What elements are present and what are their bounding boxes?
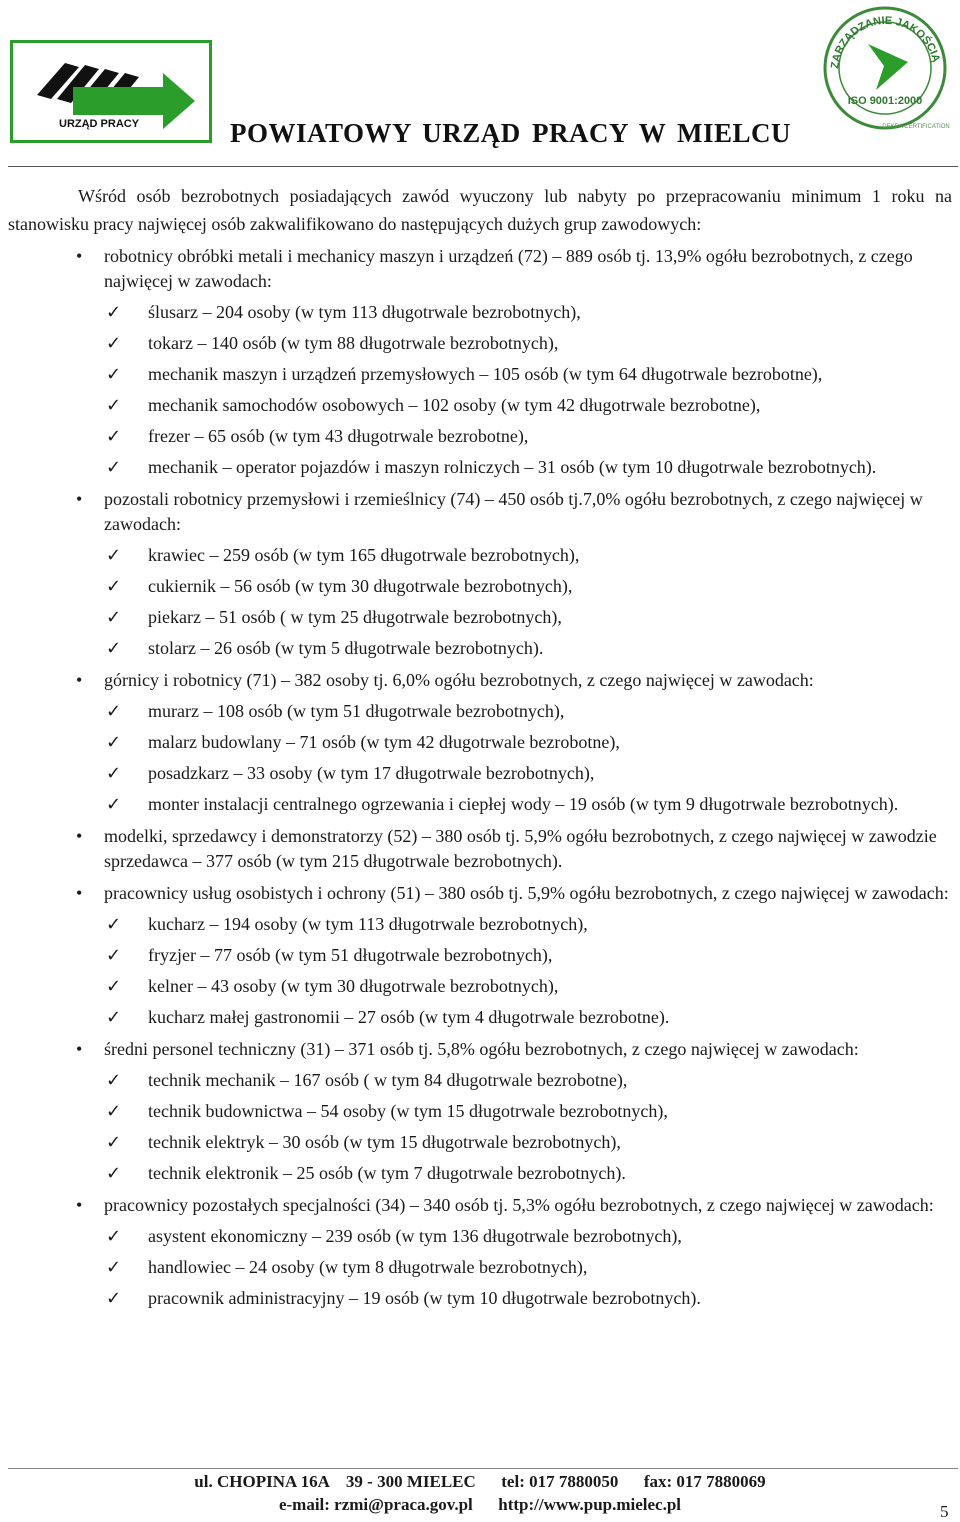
occupation-item-text: ślusarz – 204 osoby (w tym 113 długotrwale bezrobotnych), bbox=[148, 302, 581, 322]
occupation-item-text: monter instalacji centralnego ogrzewania i ciepłej wody – 19 osób (w tym 9 długotrwale bezrobotnych). bbox=[148, 794, 899, 814]
checkmark-icon: ✓ bbox=[106, 1101, 122, 1122]
occupation-item bbox=[104, 1099, 954, 1124]
checkmark-icon: ✓ bbox=[106, 1226, 122, 1247]
checkmark-icon: ✓ bbox=[106, 1007, 122, 1028]
occupation-group-text: pracownicy pozostałych specjalności (34) – 340 osób tj. 5,3% ogółu bezrobotnych, z czego najwięcej w zawodach: bbox=[104, 1195, 934, 1215]
occupation-group-list bbox=[0, 244, 960, 1311]
document-body bbox=[0, 182, 960, 1318]
checkmark-icon: ✓ bbox=[106, 976, 122, 997]
bullet-icon: • bbox=[76, 246, 83, 266]
occupation-item-text: technik mechanik – 167 osób ( w tym 84 długotrwale bezrobotne), bbox=[148, 1070, 628, 1090]
checkmark-icon: ✓ bbox=[106, 638, 122, 659]
occupation-item bbox=[104, 974, 954, 999]
occupation-item bbox=[104, 761, 954, 786]
checkmark-icon: ✓ bbox=[106, 945, 122, 966]
occupation-list bbox=[104, 543, 954, 661]
occupation-item bbox=[104, 543, 954, 568]
page-number: 5 bbox=[940, 1502, 949, 1521]
occupation-item-text: pracownik administracyjny – 19 osób (w tym 10 długotrwale bezrobotnych). bbox=[148, 1288, 701, 1308]
occupation-item-text: fryzjer – 77 osób (w tym 51 długotrwale bezrobotnych), bbox=[148, 945, 553, 965]
occupation-item bbox=[104, 699, 954, 724]
occupation-group-text: pracownicy usług osobistych i ochrony (51) – 380 osób tj. 5,9% ogółu bezrobotnych, z czego najwięcej w zawodach: bbox=[104, 883, 949, 903]
bullet-icon: • bbox=[76, 1039, 83, 1059]
occupation-item-text: stolarz – 26 osób (w tym 5 długotrwale bezrobotnych). bbox=[148, 638, 544, 658]
checkmark-icon: ✓ bbox=[106, 763, 122, 784]
occupation-group bbox=[0, 668, 960, 817]
occupation-item bbox=[104, 424, 954, 449]
checkmark-icon: ✓ bbox=[106, 576, 122, 597]
occupation-group bbox=[0, 824, 960, 874]
occupation-item-text: technik elektryk – 30 osób (w tym 15 długotrwale bezrobotnych), bbox=[148, 1132, 621, 1152]
checkmark-icon: ✓ bbox=[106, 1257, 122, 1278]
occupation-item bbox=[104, 362, 954, 387]
occupation-item-text: tokarz – 140 osób (w tym 88 długotrwale bezrobotnych), bbox=[148, 333, 559, 353]
bullet-icon: • bbox=[76, 826, 83, 846]
occupation-group bbox=[0, 1037, 960, 1186]
occupation-item bbox=[104, 1255, 954, 1280]
occupation-item-text: piekarz – 51 osób ( w tym 25 długotrwale bezrobotnych), bbox=[148, 607, 562, 627]
occupation-group-text: średni personel techniczny (31) – 371 osób tj. 5,8% ogółu bezrobotnych, z czego najwięcej w zawodach: bbox=[104, 1039, 859, 1059]
occupation-group-text: górnicy i robotnicy (71) – 382 osoby tj. 6,0% ogółu bezrobotnych, z czego najwięcej w zawodach: bbox=[104, 670, 814, 690]
occupation-item-text: murarz – 108 osób (w tym 51 długotrwale bezrobotnych), bbox=[148, 701, 565, 721]
occupation-item-text: technik elektronik – 25 osób (w tym 7 długotrwale bezrobotnych). bbox=[148, 1163, 626, 1183]
bullet-icon: • bbox=[76, 1195, 83, 1215]
occupation-item-text: krawiec – 259 osób (w tym 165 długotrwale bezrobotnych), bbox=[148, 545, 580, 565]
occupation-item-text: frezer – 65 osób (w tym 43 długotrwale bezrobotne), bbox=[148, 426, 529, 446]
checkmark-icon: ✓ bbox=[106, 1132, 122, 1153]
occupation-item bbox=[104, 1005, 954, 1030]
urzad-pracy-logo bbox=[10, 40, 212, 143]
occupation-item-text: mechanik samochodów osobowych – 102 osoby (w tym 42 długotrwale bezrobotne), bbox=[148, 395, 761, 415]
checkmark-icon: ✓ bbox=[106, 1163, 122, 1184]
occupation-group-text: robotnicy obróbki metali i mechanicy maszyn i urządzeń (72) – 889 osób tj. 13,9% ogółu bezrobotnych, z czego najwięcej w zawodach: bbox=[104, 246, 913, 291]
checkmark-icon: ✓ bbox=[106, 302, 122, 323]
logo-graphic bbox=[13, 43, 209, 140]
footer-address: ul. CHOPINA 16A 39 - 300 MIELEC tel: 017 7880050 fax: 017 7880069 bbox=[194, 1472, 766, 1491]
checkmark-icon: ✓ bbox=[106, 364, 122, 385]
header-divider bbox=[8, 166, 958, 167]
occupation-group bbox=[0, 881, 960, 1030]
occupation-item bbox=[104, 1224, 954, 1249]
occupation-list bbox=[104, 1224, 954, 1311]
occupation-item bbox=[104, 912, 954, 937]
footer-divider bbox=[8, 1468, 958, 1469]
checkmark-icon: ✓ bbox=[106, 426, 122, 447]
seal-top-text: ZARZĄDZANIE JAKOŚCIĄ bbox=[829, 14, 942, 70]
seal-bottom-text: DEKRA CERTIFICATION bbox=[882, 124, 950, 130]
occupation-item bbox=[104, 1161, 954, 1186]
checkmark-icon: ✓ bbox=[106, 701, 122, 722]
checkmark-icon: ✓ bbox=[106, 732, 122, 753]
footer-contact: e-mail: rzmi@praca.gov.pl http://www.pup.mielec.pl bbox=[278, 1495, 682, 1514]
seal-iso-text: ISO 9001:2000 bbox=[847, 95, 923, 107]
checkmark-icon: ✓ bbox=[106, 794, 122, 815]
occupation-group-text: modelki, sprzedawcy i demonstratorzy (52) – 380 osób tj. 5,9% ogółu bezrobotnych, z czego najwięcej w zawodzie sprzedawca – 377 osób (w tym 215 długotrwale bezrobotnych). bbox=[104, 826, 937, 871]
occupation-group-text: pozostali robotnicy przemysłowi i rzemieślnicy (74) – 450 osób tj.7,0% ogółu bezrobotnych, z czego najwięcej w zawodach: bbox=[104, 489, 923, 534]
occupation-list bbox=[104, 912, 954, 1030]
bullet-icon: • bbox=[76, 670, 83, 690]
occupation-item-text: posadzkarz – 33 osoby (w tym 17 długotrwale bezrobotnych), bbox=[148, 763, 595, 783]
occupation-item bbox=[104, 1286, 954, 1311]
checkmark-icon: ✓ bbox=[106, 1288, 122, 1309]
occupation-item-text: handlowiec – 24 osoby (w tym 8 długotrwale bezrobotnych), bbox=[148, 1257, 588, 1277]
occupation-item bbox=[104, 1068, 954, 1093]
bullet-icon: • bbox=[76, 489, 83, 509]
checkmark-icon: ✓ bbox=[106, 395, 122, 416]
occupation-item bbox=[104, 455, 954, 480]
occupation-item bbox=[104, 943, 954, 968]
occupation-item-text: technik budownictwa – 54 osoby (w tym 15 długotrwale bezrobotnych), bbox=[148, 1101, 668, 1121]
occupation-item bbox=[104, 574, 954, 599]
occupation-item-text: kucharz małej gastronomii – 27 osób (w tym 4 długotrwale bezrobotne). bbox=[148, 1007, 670, 1027]
occupation-item bbox=[104, 605, 954, 630]
occupation-list bbox=[104, 699, 954, 817]
checkmark-icon: ✓ bbox=[106, 545, 122, 566]
bullet-icon: • bbox=[76, 883, 83, 903]
occupation-item bbox=[104, 300, 954, 325]
occupation-item bbox=[104, 730, 954, 755]
occupation-group bbox=[0, 244, 960, 480]
iso-certification-seal bbox=[816, 4, 954, 134]
occupation-group bbox=[0, 1193, 960, 1311]
occupation-group bbox=[0, 487, 960, 661]
occupation-item bbox=[104, 393, 954, 418]
checkmark-icon: ✓ bbox=[106, 1070, 122, 1091]
checkmark-icon: ✓ bbox=[106, 457, 122, 478]
occupation-item bbox=[104, 636, 954, 661]
checkmark-icon: ✓ bbox=[106, 914, 122, 935]
occupation-item-text: malarz budowlany – 71 osób (w tym 42 długotrwale bezrobotne), bbox=[148, 732, 620, 752]
occupation-item-text: kelner – 43 osoby (w tym 30 długotrwale bezrobotnych), bbox=[148, 976, 559, 996]
occupation-list bbox=[104, 300, 954, 480]
occupation-item bbox=[104, 331, 954, 356]
page-title: POWIATOWY URZĄD PRACY W MIELCU bbox=[230, 118, 792, 148]
logo-text: URZĄD PRACY bbox=[59, 118, 140, 130]
occupation-item-text: mechanik maszyn i urządzeń przemysłowych – 105 osób (w tym 64 długotrwale bezrobotne), bbox=[148, 364, 823, 384]
intro-paragraph: Wśród osób bezrobotnych posiadających zawód wyuczony lub nabyty po przepracowaniu minimum 1 roku na stanowisku pracy najwięcej osób zakwalifikowano do następujących dużych grup zawodowych: bbox=[8, 186, 952, 234]
occupation-item-text: asystent ekonomiczny – 239 osób (w tym 136 długotrwale bezrobotnych), bbox=[148, 1226, 682, 1246]
checkmark-icon: ✓ bbox=[106, 333, 122, 354]
occupation-item bbox=[104, 1130, 954, 1155]
occupation-item-text: cukiernik – 56 osób (w tym 30 długotrwale bezrobotnych), bbox=[148, 576, 573, 596]
occupation-item-text: kucharz – 194 osoby (w tym 113 długotrwale bezrobotnych), bbox=[148, 914, 588, 934]
occupation-item bbox=[104, 792, 954, 817]
checkmark-icon: ✓ bbox=[106, 607, 122, 628]
page-header bbox=[0, 0, 960, 170]
occupation-list bbox=[104, 1068, 954, 1186]
occupation-item-text: mechanik – operator pojazdów i maszyn rolniczych – 31 osób (w tym 10 długotrwale bezrobotnych). bbox=[148, 457, 877, 477]
